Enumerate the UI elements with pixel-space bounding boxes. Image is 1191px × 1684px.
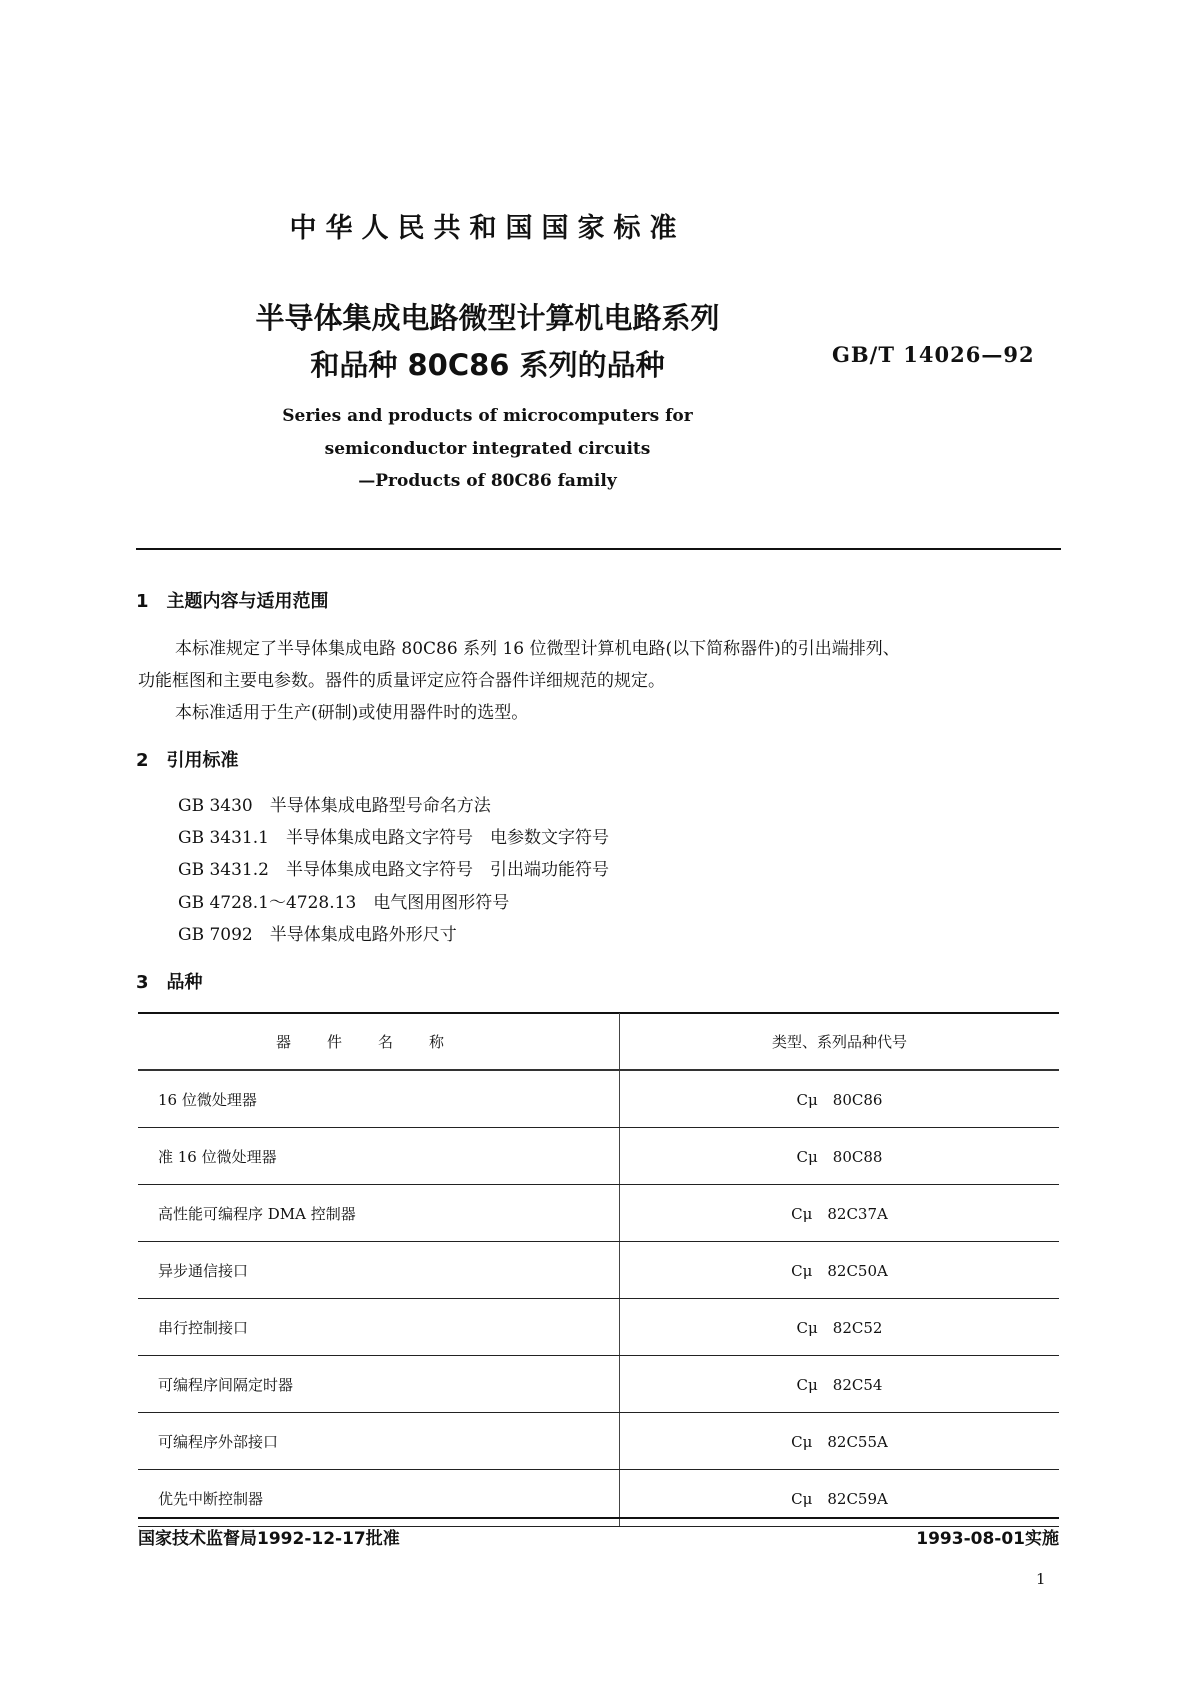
top-rule (136, 548, 1061, 550)
table-row (138, 1185, 1059, 1242)
type-code: Cμ 80C88 (620, 1128, 1060, 1185)
english-title-3: —Products of 80C86 family (358, 471, 617, 491)
paragraph: 本标准适用于生产(研制)或使用器件时的选型。 (175, 703, 529, 723)
device-name: 异步通信接口 (138, 1242, 620, 1299)
device-name: 串行控制接口 (138, 1299, 620, 1356)
table-row (138, 1356, 1059, 1413)
footer-rule (138, 1517, 1059, 1519)
english-title-1: Series and products of microcomputers for (282, 406, 693, 426)
title-line-2: 和品种 80C86 系列的品种 (310, 348, 665, 382)
type-code: Cμ 82C54 (620, 1356, 1060, 1413)
header-device-name: 器件名称 (138, 1013, 620, 1070)
products-table (138, 1013, 1059, 1527)
national-standard-heading: 中华人民共和国国家标准 (289, 213, 686, 244)
standard-number: GB/T 14026—92 (832, 342, 1035, 367)
device-name: 可编程序间隔定时器 (138, 1356, 620, 1413)
section-2-heading: 2 引用标准 (136, 750, 239, 771)
type-code: Cμ 82C52 (620, 1299, 1060, 1356)
table-row (138, 1128, 1059, 1185)
table-row (138, 1413, 1059, 1470)
table-header-row (138, 1013, 1059, 1070)
header-type-code: 类型、系列品种代号 (620, 1013, 1060, 1070)
effective-date: 1993-08-01实施 (916, 1529, 1059, 1549)
reference-item: GB 4728.1～4728.13 电气图用图形符号 (178, 893, 510, 913)
type-code: Cμ 80C86 (620, 1070, 1060, 1128)
table-row (138, 1242, 1059, 1299)
device-name: 可编程序外部接口 (138, 1413, 620, 1470)
device-name: 优先中断控制器 (138, 1470, 620, 1527)
reference-item: GB 3431.2 半导体集成电路文字符号 引出端功能符号 (178, 860, 609, 880)
device-name: 高性能可编程序 DMA 控制器 (138, 1185, 620, 1242)
table-row (138, 1299, 1059, 1356)
page-number: 1 (1036, 1570, 1046, 1588)
reference-item: GB 3431.1 半导体集成电路文字符号 电参数文字符号 (178, 828, 609, 848)
reference-item: GB 3430 半导体集成电路型号命名方法 (178, 796, 491, 816)
type-code: Cμ 82C50A (620, 1242, 1060, 1299)
type-code: Cμ 82C55A (620, 1413, 1060, 1470)
table-row (138, 1070, 1059, 1128)
section-3-heading: 3 品种 (136, 972, 203, 993)
english-title-2: semiconductor integrated circuits (324, 439, 651, 459)
device-name: 准 16 位微处理器 (138, 1128, 620, 1185)
title-line-1: 半导体集成电路微型计算机电路系列 (255, 301, 720, 335)
type-code: Cμ 82C37A (620, 1185, 1060, 1242)
paragraph: 本标准规定了半导体集成电路 80C86 系列 16 位微型计算机电路(以下简称器件)的引出端排列、 (175, 639, 900, 659)
reference-item: GB 7092 半导体集成电路外形尺寸 (178, 925, 457, 945)
section-1-heading: 1 主题内容与适用范围 (136, 591, 329, 612)
type-code: Cμ 82C59A (620, 1470, 1060, 1527)
device-name: 16 位微处理器 (138, 1070, 620, 1128)
paragraph: 功能框图和主要电参数。器件的质量评定应符合器件详细规范的规定。 (138, 671, 665, 691)
approval-date: 国家技术监督局1992-12-17批准 (138, 1529, 400, 1549)
